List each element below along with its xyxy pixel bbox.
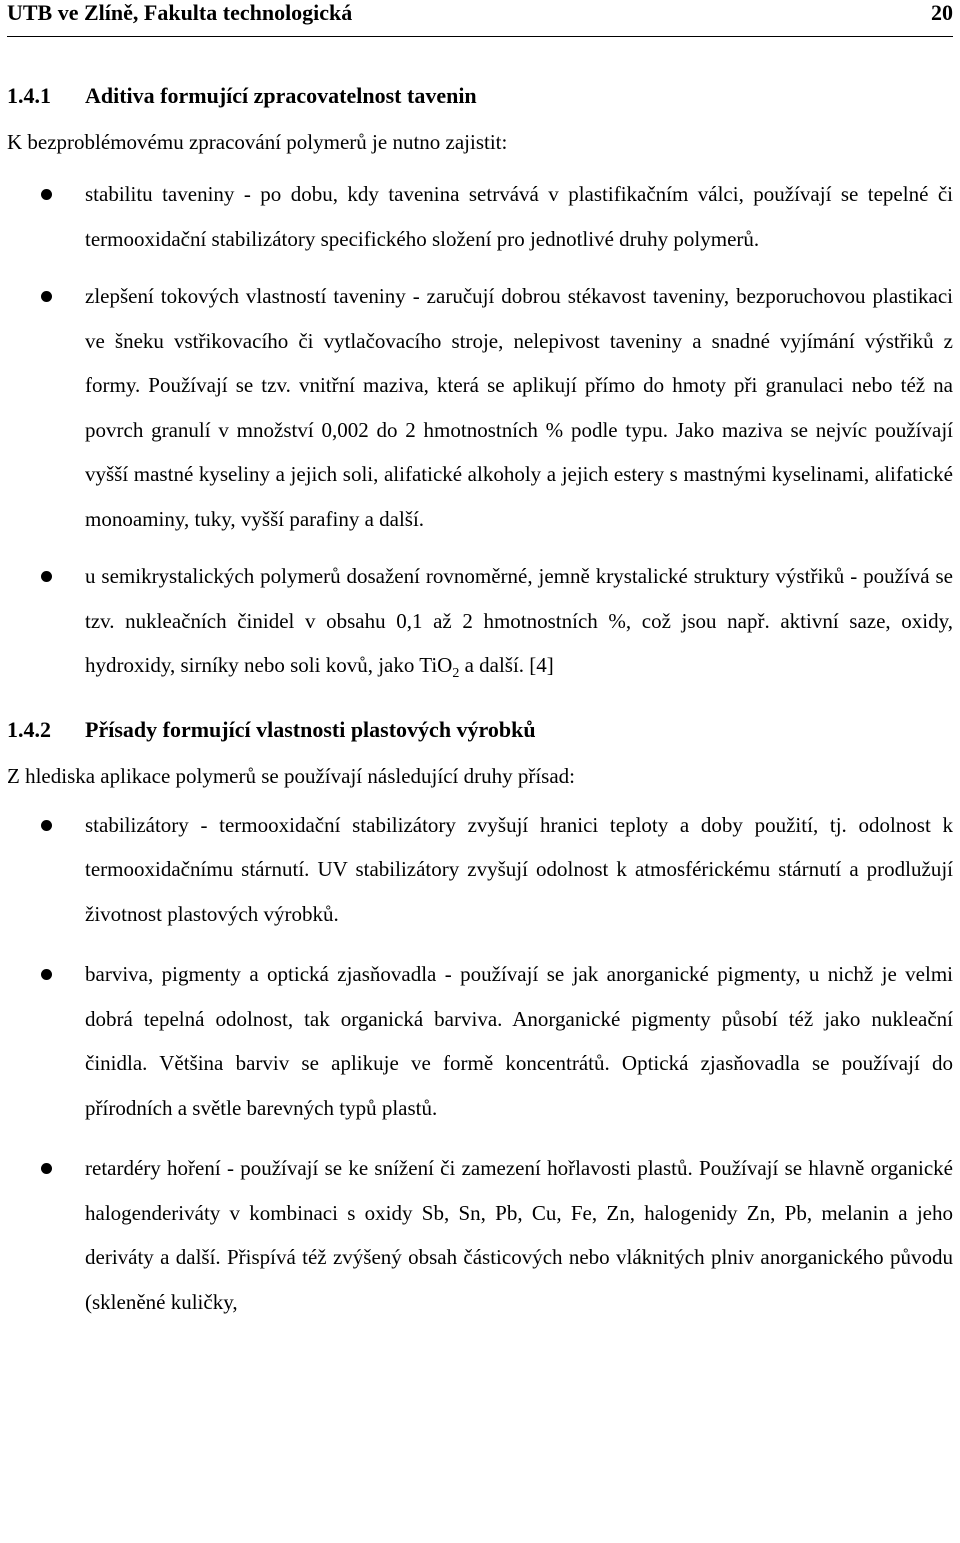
section-number: 1.4.2 (7, 716, 51, 742)
list-item (7, 952, 953, 1130)
list-item-text: stabilitu taveniny - po dobu, kdy tavenina setrvává v plastifikačním válci, používají se tepelné či termooxidační stabilizátory specifického složení pro jednotlivé druhy polymerů. (85, 182, 953, 251)
page-header (7, 0, 953, 37)
list-item-text: zlepšení tokových vlastností taveniny - zaručují dobrou stékavost taveniny, bezporuchovou plastikaci ve šneku vstřikovacího či vytlačovacího stroje, nelepivost taveniny a snadné vyjímání výstřiků z formy. Používají se tzv. vnitřní maziva, která se aplikují přímo do hmoty při granulaci nebo též na povrch granulí v množství 0,002 do 2 hmotnostních % podle typu. Jako maziva se nejvíc používají vyšší mastné kyseliny a jejich soli, alifatické alkoholy a jejich estery s mastnými kyselinami, alifatické monoaminy, tuky, vyšší parafiny a další. (85, 284, 953, 531)
list-item (7, 554, 953, 688)
section-heading-1-4-2 (7, 713, 953, 747)
list-item-text: stabilizátory - termooxidační stabilizátory zvyšují hranici teploty a doby použití, tj. odolnost k termooxidačnímu stárnutí. UV stabilizátory zvyšují odolnost k atmosférickému stárnutí a prodlužují životnost plastových výrobků. (85, 812, 953, 926)
section-title: Aditiva formující zpracovatelnost tavenin (85, 83, 477, 108)
bullet-icon (41, 571, 52, 582)
section-heading-1-4-1 (7, 79, 953, 113)
list-item-text: barviva, pigmenty a optická zjasňovadla - používají se jak anorganické pigmenty, u nichž je velmi dobrá tepelná odolnost, tak organická barviva. Anorganické pigmenty působí též jako nukleační činidla. Většina barviv se aplikuje ve formě koncentrátů. Optická zjasňovadla se používají do přírodních a světle barevných typů plastů. (85, 962, 953, 1120)
document-body (7, 79, 953, 1324)
bullet-list (7, 803, 953, 1325)
section-title: Přísady formující vlastnosti plastových výrobků (85, 716, 536, 742)
page-number: 20 (931, 0, 953, 25)
bullet-icon (41, 1163, 52, 1174)
header-title: UTB ve Zlíně, Fakulta technologická (7, 0, 353, 25)
list-item-text: u semikrystalických polymerů dosažení rovnoměrné, jemně krystalické struktury výstřiků - používá se tzv. nukleačních činidel v obsahu 0,1 až 2 hmotnostních %, což jsou např. aktivní saze, oxidy, hydroxidy, sirníky nebo soli kovů, jako TiO (85, 564, 953, 677)
bullet-icon (41, 820, 52, 831)
list-item (7, 803, 953, 937)
list-item (7, 1146, 953, 1324)
list-item (7, 172, 953, 261)
list-item (7, 274, 953, 541)
section-intro: K bezproblémovému zpracování polymerů je nutno zajistit: (7, 130, 508, 154)
section-intro: Z hlediska aplikace polymerů se používají následující druhy přísad: (7, 763, 576, 788)
list-item-text: retardéry hoření - používají se ke snížení či zamezení hořlavosti plastů. Používají se hlavně organické halogenderiváty v kombinaci s oxidy Sb, Sn, Pb, Cu, Fe, Zn, halogenidy Zn, Pb, melanin a jeho deriváty a další. Přispívá též zvýšený obsah částicových nebo vláknitých plniv anorganického původu (skleněné kuličky, (85, 1156, 953, 1314)
bullet-list (7, 172, 953, 688)
section-number: 1.4.1 (7, 83, 51, 108)
subscript: 2 (452, 666, 460, 682)
list-item-text-end: a další. [4] (459, 653, 554, 677)
bullet-icon (41, 189, 52, 200)
bullet-icon (41, 969, 52, 980)
bullet-icon (41, 291, 52, 302)
